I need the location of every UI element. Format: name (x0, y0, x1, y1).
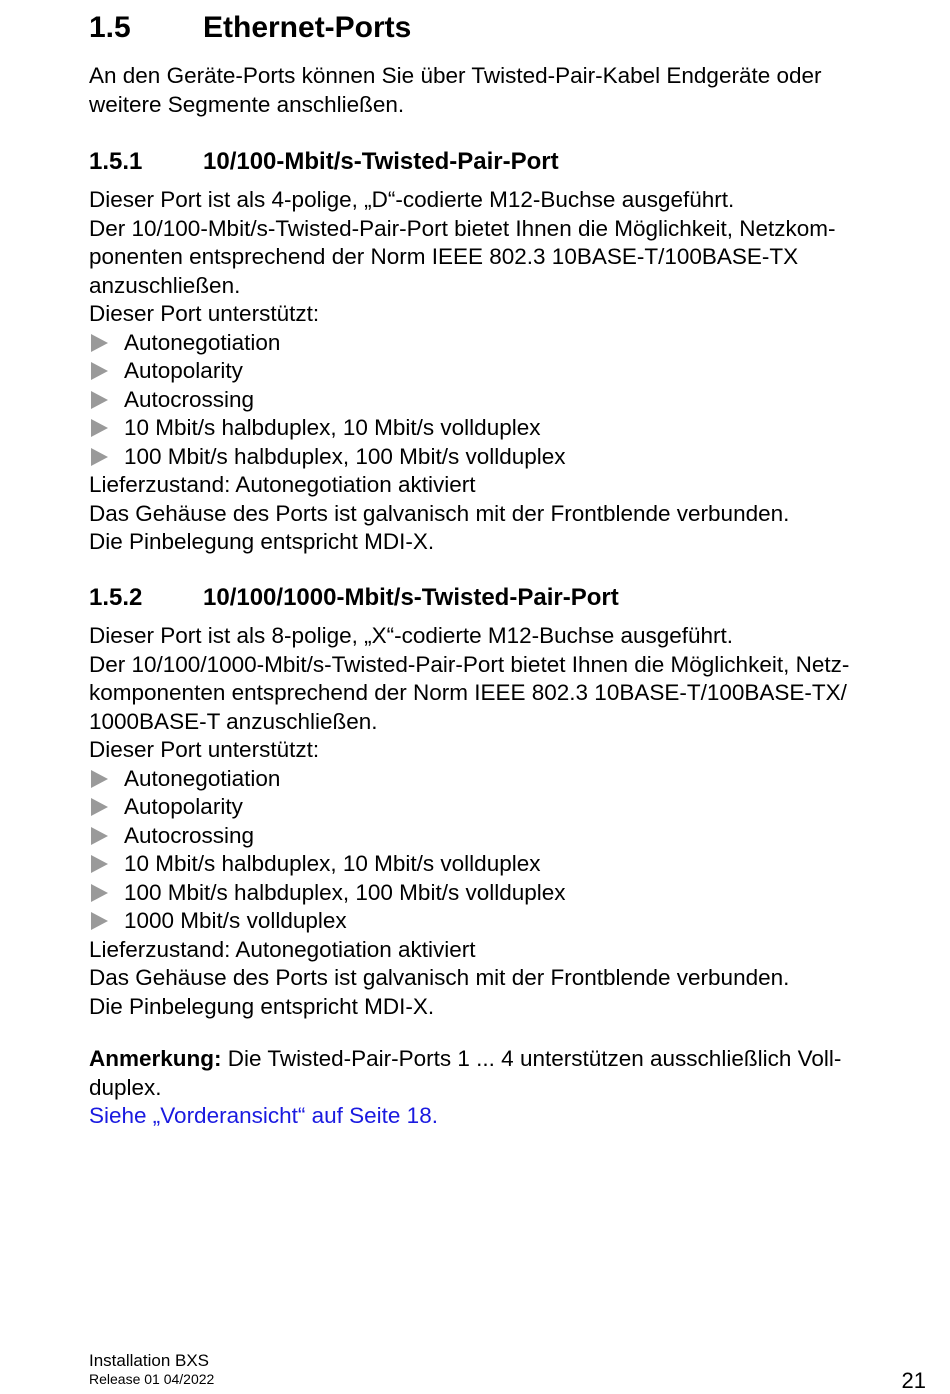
body-line: Das Gehäuse des Ports ist galvanisch mit der Frontblende verbunden. (89, 500, 790, 526)
triangle-bullet-icon (91, 362, 108, 380)
triangle-bullet-icon (91, 827, 108, 845)
body-line: Dieser Port unterstützt: (89, 301, 320, 326)
list-item-text: Autopolarity (124, 358, 243, 383)
list-item (89, 414, 929, 443)
section-heading (89, 8, 411, 48)
body-line: Dieser Port unterstützt: (89, 737, 320, 762)
list-item (89, 765, 929, 794)
list-item-text: Autopolarity (124, 794, 243, 819)
note-line: duplex. (89, 1074, 162, 1100)
page-footer (89, 1352, 214, 1388)
list-item-text: 10 Mbit/s halbduplex, 10 Mbit/s vollduplex (124, 415, 541, 440)
body-line: Die Pinbelegung entspricht MDI-X. (89, 993, 435, 1019)
body-line: anzuschließen. (89, 272, 241, 298)
body-line: Dieser Port ist als 8-polige, „X“-codierte M12-Buchse ausgeführt. (89, 623, 734, 648)
body-line: Der 10/100/1000-Mbit/s-Twisted-Pair-Port bietet Ihnen die Möglichkeit, Netz- (89, 651, 850, 677)
subsection-title: 10/100-Mbit/s-Twisted-Pair-Port (203, 148, 559, 175)
list-item-text: Autocrossing (124, 822, 255, 848)
list-item-text: Autonegotiation (124, 329, 281, 355)
body-line: Das Gehäuse des Ports ist galvanisch mit der Frontblende verbunden. (89, 965, 790, 990)
list-item (89, 822, 929, 851)
body-line: komponenten entsprechend der Norm IEEE 802.3 10BASE-T/100BASE-TX/ (89, 680, 847, 705)
triangle-bullet-icon (91, 419, 108, 437)
body-line: Der 10/100-Mbit/s-Twisted-Pair-Port bietet Ihnen die Möglichkeit, Netzkom- (89, 215, 836, 241)
list-item (89, 793, 929, 822)
intro-line: An den Geräte-Ports können Sie über Twisted-Pair-Kabel Endgeräte oder (89, 63, 822, 88)
triangle-bullet-icon (91, 798, 108, 816)
subsection-number: 1.5.1 (89, 148, 143, 175)
note-line (89, 1045, 929, 1074)
body-line: Die Pinbelegung entspricht MDI-X. (89, 529, 435, 554)
footer-title: Installation BXS (89, 1351, 210, 1370)
triangle-bullet-icon (91, 884, 108, 902)
list-item-text: Autonegotiation (124, 765, 281, 791)
triangle-bullet-icon (91, 334, 108, 352)
list-item-text: Autocrossing (124, 386, 255, 412)
triangle-bullet-icon (91, 448, 108, 466)
section-intro (89, 62, 929, 119)
note-text: Die Twisted-Pair-Ports 1 ... 4 unterstützen ausschließlich Voll- (221, 1046, 842, 1071)
subsection-heading-1-5-2 (89, 582, 619, 614)
body-line: 1000BASE-T anzuschließen. (89, 708, 378, 734)
triangle-bullet-icon (91, 770, 108, 788)
triangle-bullet-icon (91, 912, 108, 930)
list-item-text: 10 Mbit/s halbduplex, 10 Mbit/s vollduplex (124, 851, 541, 876)
body-line: Lieferzustand: Autonegotiation aktiviert (89, 472, 476, 497)
section-number: 1.5 (89, 11, 131, 44)
list-item-text: 100 Mbit/s halbduplex, 100 Mbit/s vollduplex (124, 443, 566, 469)
note-label: Anmerkung: (89, 1046, 222, 1071)
list-item (89, 329, 929, 358)
body-line: Dieser Port ist als 4-polige, „D“-codierte M12-Buchse ausgeführt. (89, 187, 735, 212)
list-item (89, 850, 929, 879)
cross-reference-link[interactable]: Siehe „Vorderansicht“ auf Seite 18. (89, 1103, 438, 1128)
note-block (89, 1045, 929, 1131)
body-line: ponenten entsprechend der Norm IEEE 802.3 10BASE-T/100BASE-TX (89, 244, 799, 269)
subsection-body-1-5-2 (89, 622, 929, 1021)
subsection-title: 10/100/1000-Mbit/s-Twisted-Pair-Port (203, 584, 619, 611)
triangle-bullet-icon (91, 391, 108, 409)
subsection-number: 1.5.2 (89, 584, 143, 611)
list-item (89, 357, 929, 386)
list-item-text: 1000 Mbit/s vollduplex (124, 908, 347, 933)
list-item (89, 386, 929, 415)
subsection-heading-1-5-1 (89, 146, 559, 178)
list-item (89, 443, 929, 472)
intro-line: weitere Segmente anschließen. (89, 91, 405, 117)
triangle-bullet-icon (91, 855, 108, 873)
section-title: Ethernet-Ports (203, 11, 412, 44)
subsection-body-1-5-1 (89, 186, 929, 557)
footer-release: Release 01 04/2022 (89, 1371, 215, 1387)
list-item (89, 879, 929, 908)
body-line: Lieferzustand: Autonegotiation aktiviert (89, 936, 476, 962)
list-item (89, 907, 929, 936)
list-item-text: 100 Mbit/s halbduplex, 100 Mbit/s vollduplex (124, 879, 566, 905)
page-number: 21 (901, 1368, 926, 1393)
